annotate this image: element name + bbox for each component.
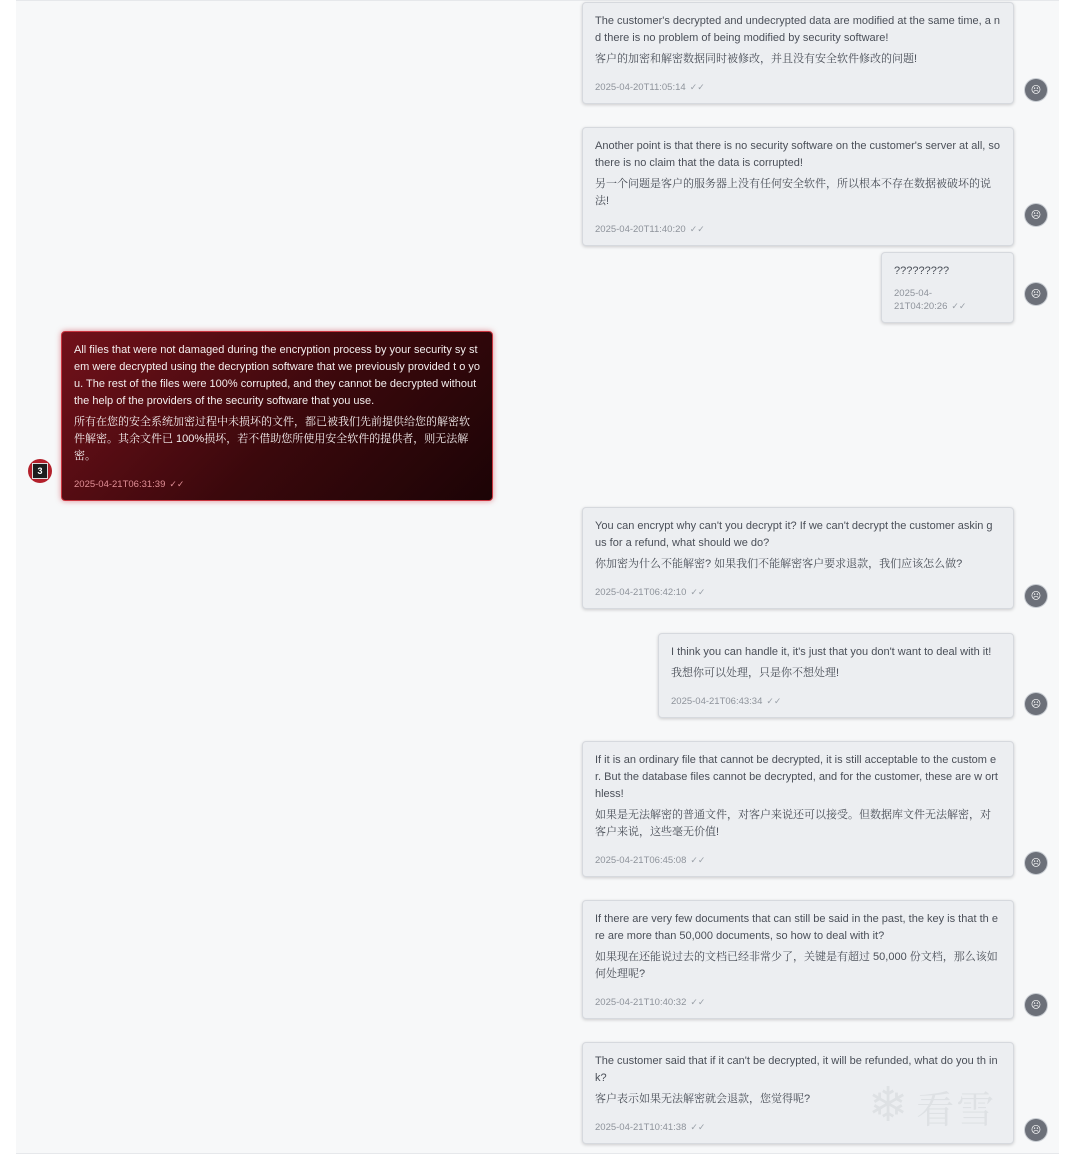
- message-translation: 我想你可以处理，只是你不想处理!: [671, 667, 840, 679]
- support-avatar-icon[interactable]: [28, 459, 52, 483]
- double-check-icon: ✓✓: [690, 1122, 706, 1132]
- double-check-icon: ✓✓: [766, 696, 782, 706]
- message-outgoing: [658, 633, 1014, 718]
- message-time: 2025-04-21T04:20:26: [894, 288, 948, 312]
- message-text: If there are very few documents that can still be said in the past, the key is that th ere are more than 50,000 documents, so how to deal with it?: [595, 913, 998, 942]
- message-time: 2025-04-21T06:42:10: [595, 587, 687, 598]
- message-time: 2025-04-21T10:40:32: [595, 997, 687, 1008]
- message-bubble: [582, 507, 1014, 609]
- message-translation: 所有在您的安全系统加密过程中未损坏的文件，都已被我们先前提供给您的解密软件解密。其余文件已 100%损坏，若不借助您所使用安全软件的提供者，则无法解密。: [74, 416, 470, 462]
- double-check-icon: ✓✓: [689, 82, 705, 92]
- user-avatar-icon[interactable]: ☹: [1025, 283, 1047, 305]
- snowflake-icon: ❄: [868, 1079, 909, 1132]
- user-avatar-icon[interactable]: ☹: [1025, 693, 1047, 715]
- message-bubble: [61, 331, 493, 501]
- message-time: 2025-04-20T11:05:14: [595, 82, 686, 93]
- message-bubble: [582, 741, 1014, 877]
- double-check-icon: ✓✓: [690, 587, 706, 597]
- message-translation: 如果是无法解密的普通文件，对客户来说还可以接受。但数据库文件无法解密，对客户来说，这些毫无价值!: [595, 809, 991, 838]
- message-incoming: [61, 331, 493, 501]
- message-meta: [595, 854, 1001, 867]
- message-time: 2025-04-20T11:40:20: [595, 224, 686, 235]
- watermark: [868, 1072, 1048, 1140]
- watermark-text: 看雪: [916, 1089, 997, 1132]
- message-meta: [74, 478, 480, 491]
- message-translation: 另一个问题是客户的服务器上没有任何安全软件，所以根本不存在数据被破坏的说法!: [595, 178, 991, 207]
- double-check-icon: ✓✓: [951, 301, 967, 311]
- double-check-icon: ✓✓: [690, 997, 706, 1007]
- message-translation: 客户的加密和解密数据同时被修改，并且没有安全软件修改的问题!: [595, 53, 918, 65]
- message-meta: [595, 81, 1001, 94]
- support-avatar-glyph: 3: [32, 463, 48, 479]
- message-text: All files that were not damaged during the encryption process by your security sy stem were decrypted using the decryption software that we previously provided t o you. The rest of the files were 100% corrupted, and they cannot be decrypted without the help of the providers of the security software that you use.: [74, 344, 480, 407]
- double-check-icon: ✓✓: [690, 855, 706, 865]
- message-time: 2025-04-21T06:45:08: [595, 855, 687, 866]
- double-check-icon: ✓✓: [689, 224, 705, 234]
- message-bubble: [582, 900, 1014, 1019]
- double-check-icon: ✓✓: [169, 479, 185, 489]
- message-outgoing: [582, 900, 1014, 1019]
- message-outgoing: [582, 507, 1014, 609]
- message-text: The customer's decrypted and undecrypted data are modified at the same time, a nd there is no problem of being modified by security software!: [595, 15, 1001, 44]
- message-meta: [671, 695, 1001, 708]
- message-meta: [595, 223, 1001, 236]
- message-bubble: [582, 127, 1014, 246]
- message-outgoing: [582, 2, 1014, 104]
- user-avatar-icon[interactable]: ☹: [1025, 1119, 1047, 1141]
- message-text: The customer said that if it can't be decrypted, it will be refunded, what do you th ink?: [595, 1055, 998, 1084]
- user-avatar-icon[interactable]: ☹: [1025, 994, 1047, 1016]
- message-bubble: [582, 2, 1014, 104]
- message-text: Another point is that there is no security software on the customer's server at all, so there is no claim that the data is corrupted!: [595, 140, 1001, 169]
- message-outgoing: [582, 741, 1014, 877]
- message-translation: 你加密为什么不能解密? 如果我们不能解密客户要求退款，我们应该怎么做?: [595, 558, 963, 570]
- message-time: 2025-04-21T06:43:34: [671, 696, 763, 707]
- message-meta: [595, 586, 1001, 599]
- message-text: You can encrypt why can't you decrypt it? If we can't decrypt the customer askin g us for a refund, what should we do?: [595, 520, 993, 549]
- message-translation: 如果现在还能说过去的文档已经非常少了，关键是有超过 50,000 份文档，那么该如何处理呢?: [595, 951, 998, 980]
- message-meta: [894, 288, 1001, 313]
- message-text: If it is an ordinary file that cannot be decrypted, it is still acceptable to the custom er. But the database files cannot be decrypted, and for the customer, these are w orthless!: [595, 754, 998, 800]
- user-avatar-icon[interactable]: ☹: [1025, 204, 1047, 226]
- message-outgoing: [582, 127, 1014, 246]
- message-time: 2025-04-21T06:31:39: [74, 479, 166, 490]
- message-meta: [595, 996, 1001, 1009]
- message-text: I think you can handle it, it's just that you don't want to deal with it!: [671, 646, 992, 658]
- message-translation: 客户表示如果无法解密就会退款，您觉得呢?: [595, 1093, 811, 1105]
- message-time: 2025-04-21T10:41:38: [595, 1122, 687, 1133]
- user-avatar-icon[interactable]: ☹: [1025, 585, 1047, 607]
- message-outgoing: [881, 252, 1014, 323]
- message-text: ?????????: [894, 265, 950, 277]
- user-avatar-icon[interactable]: ☹: [1025, 852, 1047, 874]
- message-bubble: [881, 252, 1014, 323]
- message-bubble: [658, 633, 1014, 718]
- user-avatar-icon[interactable]: ☹: [1025, 79, 1047, 101]
